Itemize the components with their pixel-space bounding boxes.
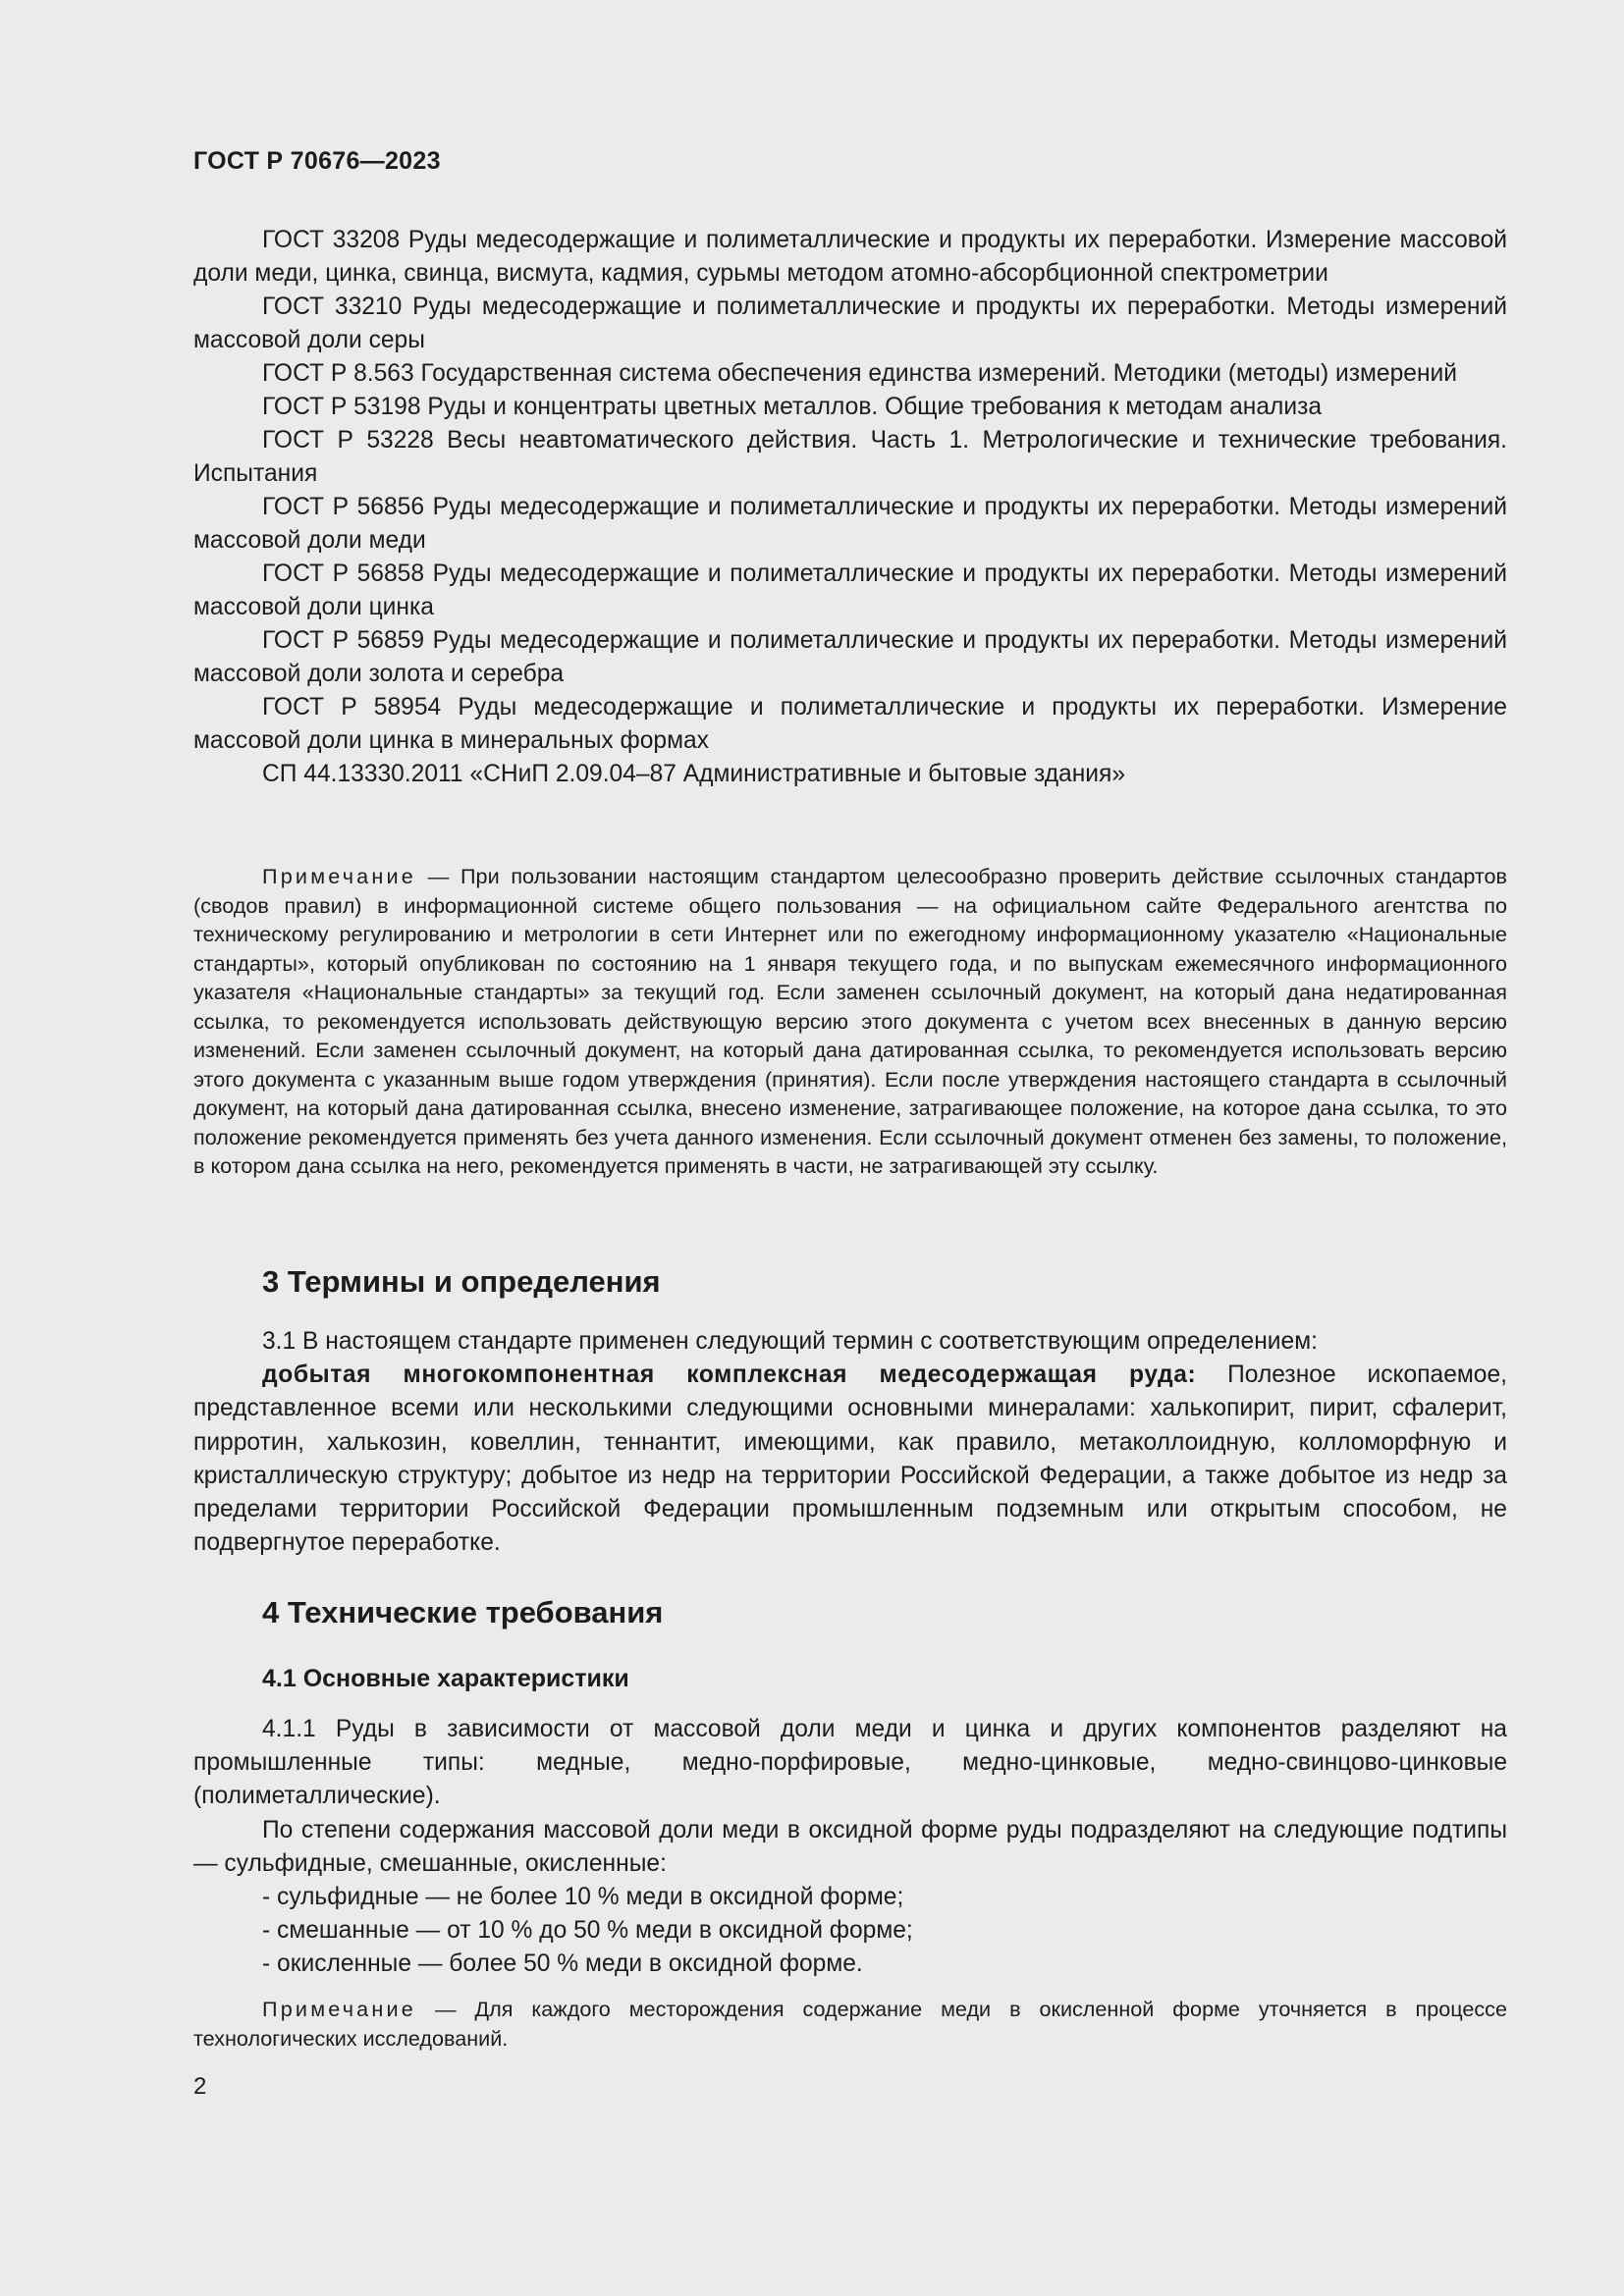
reference-item: ГОСТ Р 53228 Весы неавтоматического действия. Часть 1. Метрологические и технические требования. Испытания — [193, 427, 1507, 487]
term-definition — [193, 1359, 1507, 1560]
subtype-list — [193, 1881, 1507, 1982]
reference-item: ГОСТ Р 53198 Руды и концентраты цветных металлов. Общие требования к методам анализа — [262, 394, 1323, 420]
definition: Полезное ископаемое, представленное всеми или несколькими следующими основными минералами: халькопирит, пирит, сфалерит, пирротин, халькозин, ковеллин, теннантит, имеющими, как правило, метаколлоидную, колломорфную и кристаллическую структуру; добытое из недр на территории Российской Федерации, а также добытое из недр за пределами территории Российской Федерации промышленным подземным или открытым способом, не подвергнутое переработке. — [193, 1362, 1507, 1557]
section-4-body — [193, 1713, 1507, 1982]
document-header: ГОСТ Р 70676—2023 — [193, 147, 441, 175]
term: добытая многокомпонентная комплексная медесодержащая руда: — [262, 1362, 1197, 1389]
reference-item: СП 44.13330.2011 «СНиП 2.09.04–87 Административные и бытовые здания» — [262, 761, 1126, 787]
note-paragraph — [193, 1995, 1507, 2053]
section-4-title: 4 Технические требования — [262, 1595, 664, 1629]
page-number: 2 — [193, 2073, 207, 2100]
reference-list — [193, 224, 1507, 791]
list-item: - смешанные — от 10 % до 50 % меди в оксидной форме; — [262, 1917, 913, 1945]
note-paragraph — [193, 862, 1507, 1181]
reference-item: ГОСТ Р 56859 Руды медесодержащие и полиметаллические и продукты их переработки. Методы измерений массовой доли золота и серебра — [193, 627, 1507, 687]
reference-item: ГОСТ 33208 Руды медесодержащие и полиметаллические и продукты их переработки. Измерение массовой доли меди, цинка, свинца, висмута, кадмия, сурьмы методом атомно-абсорбционной спектрометрии — [193, 227, 1507, 287]
section-3-body — [193, 1325, 1507, 1560]
reference-item: ГОСТ Р 56858 Руды медесодержащие и полиметаллические и продукты их переработки. Методы измерений массовой доли цинка — [193, 561, 1507, 620]
note-text: — При пользовании настоящим стандартом целесообразно проверить действие ссылочных стандартов (сводов правил) в информационной системе общего пользования — на официальном сайте Федерального агентства по техническому регулированию и метрологии в сети Интернет или по ежегодному информационному указателю «Национальные стандарты», который опубликован по состоянию на 1 января текущего года, и по выпускам ежемесячного информационного указателя «Национальные стандарты» за текущий год. Если заменен ссылочный документ, на который дана недатированная ссылка, то рекомендуется использовать действующую версию этого документа с учетом всех внесенных в данную версию изменений. Если заменен ссылочный документ, на который дана датированная ссылка, то рекомендуется использовать версию этого документа с указанным выше годом утверждения (принятия). Если после утверждения настоящего стандарта в ссылочный документ, на который дана датированная ссылка, внесено изменение, затрагивающее положение, на которое дана ссылка, то это положение рекомендуется применять без учета данного изменения. Если ссылочный документ отменен без замены, то положение, в котором дана ссылка на него, рекомендуется применять в части, не затрагивающей эту ссылку. — [193, 864, 1507, 1178]
reference-item: ГОСТ Р 58954 Руды медесодержащие и полиметаллические и продукты их переработки. Измерение массовой доли цинка в минеральных формах — [193, 694, 1507, 754]
paragraph-subtypes: По степени содержания массовой доли меди в оксидной форме руды подразделяют на следующие подтипы — сульфидные, смешанные, окисленные: — [193, 1816, 1507, 1877]
subsection-4-1-title: 4.1 Основные характеристики — [262, 1665, 629, 1692]
note-references — [193, 862, 1507, 1181]
section-3-title: 3 Термины и определения — [262, 1264, 661, 1299]
paragraph-4-1-1: 4.1.1 Руды в зависимости от массовой доли меди и цинка и других компонентов разделяют на промышленные типы: медные, медно-порфировые, медно-цинковые, медно-свинцово-цинковые (полиметаллические). — [193, 1716, 1507, 1810]
note-copper — [193, 1995, 1507, 2053]
reference-item: ГОСТ 33210 Руды медесодержащие и полиметаллические и продукты их переработки. Методы измерений массовой доли серы — [193, 294, 1507, 353]
note-label: Примечание — [262, 1997, 416, 2021]
note-text: — Для каждого месторождения содержание меди в окисленной форме уточняется в процессе технологических исследований. — [193, 1997, 1507, 2051]
note-label: Примечание — [262, 864, 416, 888]
list-item: - сульфидные — не более 10 % меди в оксидной форме; — [262, 1884, 904, 1911]
reference-item: ГОСТ Р 56856 Руды медесодержащие и полиметаллические и продукты их переработки. Методы измерений массовой доли меди — [193, 494, 1507, 554]
reference-item: ГОСТ Р 8.563 Государственная система обеспечения единства измерений. Методики (методы) измерений — [262, 360, 1458, 387]
list-item: - окисленные — более 50 % меди в оксидной форме. — [262, 1950, 863, 1978]
paragraph-3-1: 3.1 В настоящем стандарте применен следующий термин с соответствующим определением: — [262, 1328, 1318, 1355]
